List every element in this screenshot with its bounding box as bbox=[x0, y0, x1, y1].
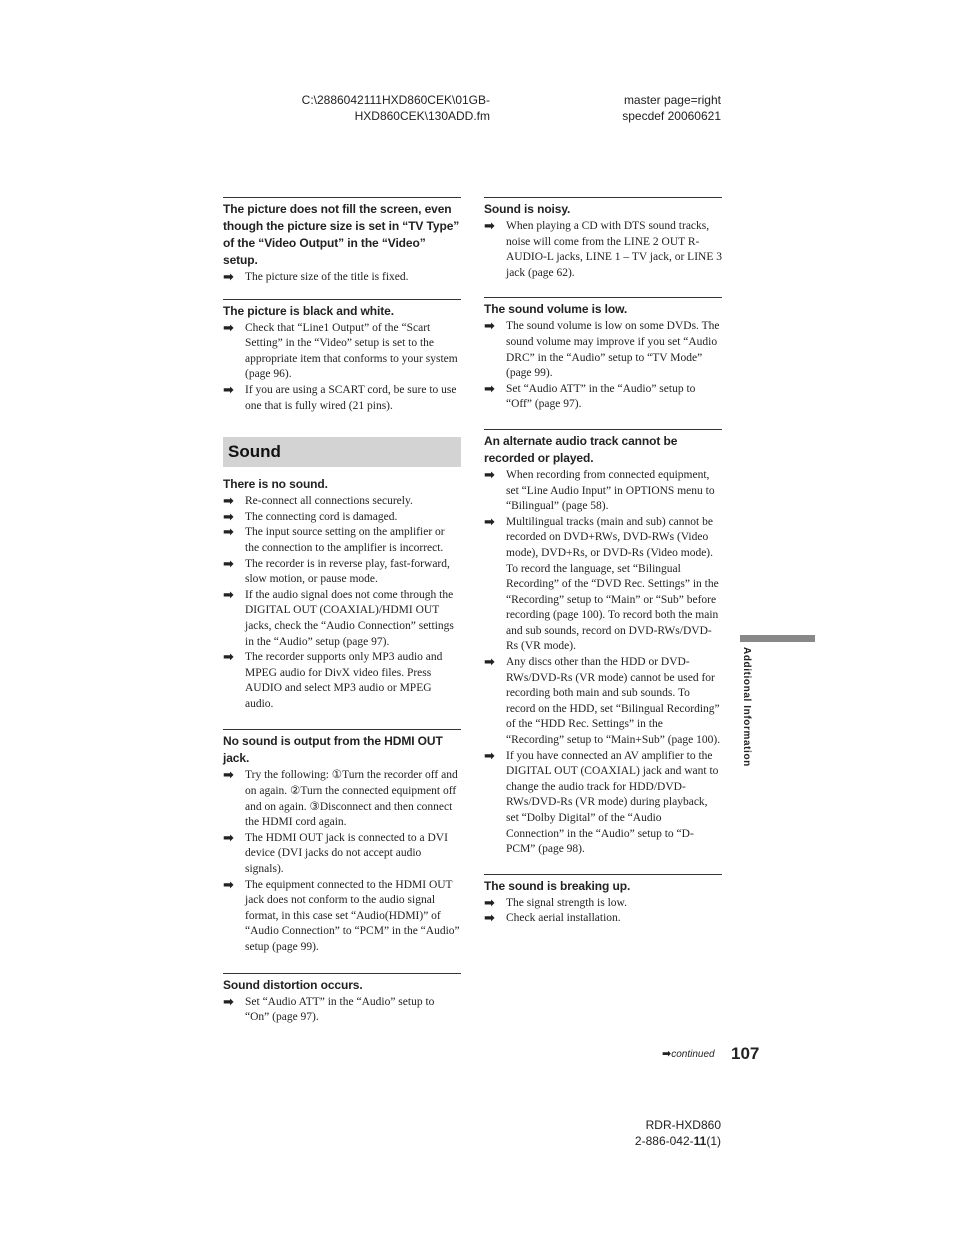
page-number: 107 bbox=[731, 1044, 760, 1063]
remedy-item: ➡ If you have connected an AV amplifier to the DIGITAL OUT (COAXIAL) jack and want to change the audio track for HDD/DVD-RWs/DVD-Rs (VR mode) during playback, set “Dolby Digital” of the “Audio Connection” in the “Audio” setup to “D-PCM” (page 98). bbox=[484, 748, 719, 856]
continued-label: continued bbox=[671, 1049, 715, 1060]
side-tab-bar bbox=[740, 635, 815, 642]
section-heading: An alternate audio track cannot be recorded or played. bbox=[484, 433, 678, 465]
remedy-list bbox=[484, 896, 722, 927]
troubleshoot-section bbox=[223, 476, 461, 712]
file-path-header bbox=[292, 92, 490, 124]
section-heading: There is no sound. bbox=[223, 477, 328, 492]
file-path-line-1: C:\2886042111HXD860CEK\01GB- bbox=[301, 93, 490, 107]
remedy-item: ➡ When recording from connected equipment, set “Line Audio Input” in OPTIONS menu to “Bilingual” (page 58). bbox=[484, 467, 715, 513]
troubleshoot-section bbox=[484, 429, 722, 858]
arrow-icon: ➡ bbox=[484, 219, 495, 234]
troubleshoot-section bbox=[484, 297, 722, 413]
troubleshoot-section bbox=[223, 299, 461, 415]
banner-title: Sound bbox=[228, 442, 281, 462]
arrow-icon: ➡ bbox=[484, 911, 495, 927]
master-page-header bbox=[600, 92, 721, 124]
troubleshoot-section bbox=[484, 874, 722, 927]
arrow-icon: ➡ bbox=[484, 655, 495, 671]
arrow-icon: ➡ bbox=[223, 877, 234, 893]
file-path-line-2: HXD860CEK\130ADD.fm bbox=[354, 109, 490, 123]
remedy-list bbox=[223, 768, 461, 955]
troubleshoot-section bbox=[223, 197, 461, 286]
document-code: 2-886-042-11(1) bbox=[634, 1134, 721, 1148]
remedy-item: ➡ Check aerial installation. bbox=[484, 911, 621, 927]
remedy-item: ➡ The HDMI OUT jack is connected to a DVI device (DVI jacks do not accept audio signals). bbox=[223, 830, 448, 876]
remedy-item: ➡ Set “Audio ATT” in the “Audio” setup to “On” (page 97). bbox=[223, 994, 435, 1024]
troubleshoot-section bbox=[223, 729, 461, 955]
remedy-item: ➡ When playing a CD with DTS sound tracks, noise will come from the LINE 2 OUT R-AUDIO-L jacks, LINE 1 – TV jack, or LINE 3 jack (page 62). bbox=[484, 219, 722, 279]
remedy-item: ➡ The equipment connected to the HDMI OUT jack does not conform to the audio signal format, in this case set “Audio(HDMI)” of “Audio Connection” to “PCM” in the “Audio” setup (page 99). bbox=[223, 877, 460, 953]
remedy-item: ➡ Check that “Line1 Output” of the “Scart Setting” in the “Video” setup is set to the appropriate item that conforms to your system (page 96). bbox=[223, 320, 458, 381]
master-page-line-2: specdef 20060621 bbox=[622, 109, 721, 123]
section-heading: The picture does not fill the screen, even though the picture size is set in “TV Type” of the “Video Output” in the “Video” setup. bbox=[223, 202, 460, 267]
remedy-item: ➡ Set “Audio ATT” in the “Audio” setup to “Off” (page 97). bbox=[484, 381, 696, 411]
left-column bbox=[223, 197, 461, 1026]
remedy-item: ➡ The connecting cord is damaged. bbox=[223, 509, 398, 525]
right-column bbox=[484, 197, 722, 927]
sound-section-banner bbox=[223, 437, 461, 467]
remedy-item: ➡ If you are using a SCART cord, be sure to use one that is fully wired (21 pins). bbox=[223, 382, 457, 412]
remedy-list bbox=[223, 270, 461, 286]
arrow-icon: ➡ bbox=[223, 525, 234, 541]
troubleshoot-section bbox=[484, 197, 722, 281]
remedy-list bbox=[484, 319, 722, 413]
arrow-icon: ➡ bbox=[223, 509, 234, 525]
arrow-icon: ➡ bbox=[223, 270, 234, 285]
arrow-icon: ➡ bbox=[223, 587, 234, 603]
arrow-icon: ➡ bbox=[223, 382, 234, 398]
arrow-icon: ➡ bbox=[223, 830, 234, 846]
remedy-list bbox=[223, 494, 461, 712]
remedy-item: ➡ Multilingual tracks (main and sub) cannot be recorded on DVD+RWs, DVD-RWs (Video mode), DVD+Rs, or DVD-Rs (Video mode). To record the language, set “Bilingual Recording” of the “DVD Rec. Settings” in the “Recording” setup to “Main” or “Sub” before recording (page 100). To record both the main and sub sounds, record on DVD-RWs/DVD-Rs (VR mode). bbox=[484, 514, 719, 653]
remedy-item: ➡ The input source setting on the amplifier or the connection to the amplifier is incorrect. bbox=[223, 525, 445, 554]
arrow-icon: ➡ bbox=[223, 768, 234, 784]
remedy-item: ➡ Any discs other than the HDD or DVD-RWs/DVD-Rs (VR mode) cannot be used for recording both main and sub sounds. To record on the HDD, set “Bilingual Recording” of the “HDD Rec. Settings” in the “Recording” setup to “Main+Sub” (page 100). bbox=[484, 655, 721, 747]
continued-indicator bbox=[662, 1047, 715, 1060]
arrow-icon: ➡ bbox=[223, 556, 234, 572]
remedy-item: ➡ The sound volume is low on some DVDs. The sound volume may improve if you set “Audio DRC” in the “Audio” setup to “TV Mode” (page 99). bbox=[484, 319, 720, 380]
arrow-icon: ➡ bbox=[484, 467, 495, 483]
remedy-item: ➡ The recorder supports only MP3 audio and MPEG audio for DivX video files. Press AUDIO and select MP3 audio or MPEG audio. bbox=[223, 650, 443, 710]
section-heading: Sound distortion occurs. bbox=[223, 977, 363, 992]
section-heading: The sound volume is low. bbox=[484, 302, 628, 317]
remedy-list bbox=[484, 468, 722, 858]
remedy-item: ➡ Try the following: ①Turn the recorder off and on again. ②Turn the connected equipment off and on again. ③Disconnect and then connect the HDMI cord again. bbox=[223, 768, 458, 829]
remedy-item: ➡ The signal strength is low. bbox=[484, 895, 627, 911]
troubleshoot-section bbox=[223, 973, 461, 1026]
master-page-line-1: master page=right bbox=[623, 93, 721, 107]
arrow-icon: ➡ bbox=[223, 650, 234, 666]
model-number: RDR-HXD860 bbox=[645, 1118, 721, 1132]
arrow-icon: ➡ bbox=[223, 494, 234, 510]
section-heading: The sound is breaking up. bbox=[484, 878, 631, 893]
section-heading: The picture is black and white. bbox=[223, 303, 394, 318]
arrow-icon: ➡ bbox=[484, 381, 495, 397]
arrow-icon: ➡ bbox=[484, 319, 495, 335]
side-tab-label: Additional Information bbox=[741, 647, 752, 767]
remedy-list bbox=[484, 219, 722, 281]
remedy-item: ➡ The picture size of the title is fixed. bbox=[223, 270, 409, 285]
continued-arrow-icon: ➡ bbox=[662, 1047, 672, 1060]
remedy-item: ➡ The recorder is in reverse play, fast-forward, slow motion, or pause mode. bbox=[223, 556, 450, 586]
section-heading: No sound is output from the HDMI OUT jack. bbox=[223, 734, 443, 766]
arrow-icon: ➡ bbox=[223, 320, 234, 336]
section-heading: Sound is noisy. bbox=[484, 202, 571, 216]
arrow-icon: ➡ bbox=[223, 994, 234, 1010]
remedy-list bbox=[223, 995, 461, 1026]
arrow-icon: ➡ bbox=[484, 895, 495, 911]
arrow-icon: ➡ bbox=[484, 514, 495, 530]
arrow-icon: ➡ bbox=[484, 748, 495, 764]
remedy-item: ➡ Re-connect all connections securely. bbox=[223, 494, 413, 510]
remedy-item: ➡ If the audio signal does not come through the DIGITAL OUT (COAXIAL)/HDMI OUT jacks, check the “Audio Connection” settings in the “Audio” setup (page 97). bbox=[223, 587, 454, 648]
remedy-list bbox=[223, 321, 461, 415]
